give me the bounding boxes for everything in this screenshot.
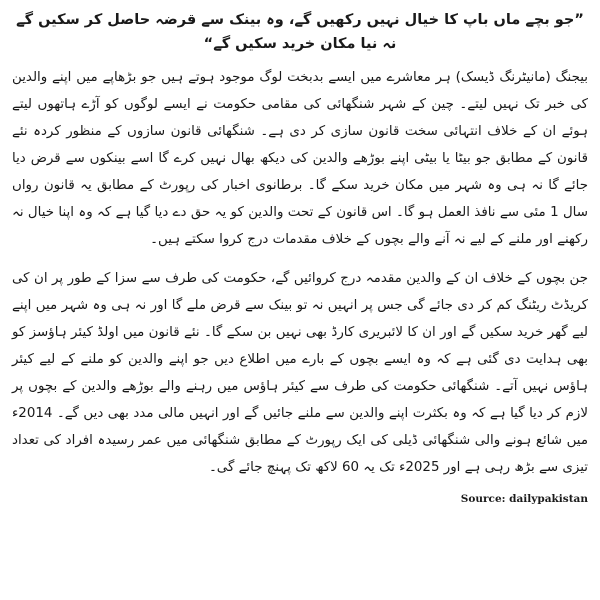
article-paragraph-1: بیجنگ (مانیٹرنگ ڈیسک) ہر معاشرے میں ایسے بدبخت لوگ موجود ہوتے ہیں جو بڑھاپے میں اپنے والدین کی خبر تک نہیں لیتے۔ چین کے شہر شنگھائی کی مقامی حکومت نے ایسے لوگوں کو آڑے ہاتھوں لیتے ہوئے ان کے خلاف انتہائی سخت قانون سازی کر دی ہے۔ شنگھائی قانون سازوں کے منظور کردہ نئے قانون کے مطابق جو بیٹا یا بیٹی اپنے بوڑھے والدین کی دیکھ بھال نہیں کرے گا اسے بینکوں سے قرض دیا جائے گا نہ ہی وہ شہر میں مکان خرید سکے گا۔ برطانوی اخبار کی رپورٹ کے مطابق یہ قانون رواں سال 1 مئی سے نافذ العمل ہو گا۔ اس قانون کے تحت والدین کو یہ حق دے دیا گیا ہے کہ وہ اپنا خیال نہ رکھنے اور ملنے کے لیے نہ آنے والے بچوں کے خلاف مقدمات درج کروا سکتے ہیں۔ bbox=[12, 70, 588, 247]
article-paragraph-2: جن بچوں کے خلاف ان کے والدین مقدمہ درج کروائیں گے، حکومت کی طرف سے سزا کے طور پر ان کی کریڈٹ ریٹنگ کم کر دی جائے گی جس پر انہیں نہ تو بینک سے قرض ملے گا اور نہ ہی وہ شہر میں اپنے لیے گھر خرید سکیں گے اور ان کا لائبریری کارڈ بھی نہیں بن سکے گا۔ نئے قانون میں اولڈ کیئر ہاؤسز کو بھی ہدایت دی گئی ہے کہ وہ ایسے بچوں کے بارے میں اطلاع دیں جو اپنے والدین کو ملنے کے لیے کیئر ہاؤس نہیں آتے۔ شنگھائی حکومت کی طرف سے کیئر ہاؤس میں رہنے والے بوڑھے والدین کے بچوں پر لازم کر دیا گیا ہے کہ وہ بکثرت اپنے والدین سے ملنے جائیں گے اور انہیں مالی مدد بھی دیں گے۔ 2014ء میں شائع ہونے والی شنگھائی ڈیلی کی ایک رپورٹ کے مطابق شنگھائی میں عمر رسیدہ افراد کی تعداد تیزی سے بڑھ رہی ہے اور 2025ء تک یہ 60 لاکھ تک پہنچ جائے گی۔ bbox=[12, 271, 588, 475]
article-source: Source: dailypakistan bbox=[460, 493, 588, 505]
article-headline: ”جو بچے ماں باپ کا خیال نہیں رکھیں گے، وہ بینک سے قرضہ حاصل کر سکیں گے نہ نیا مکان خرید سکیں گے“ bbox=[16, 12, 584, 52]
